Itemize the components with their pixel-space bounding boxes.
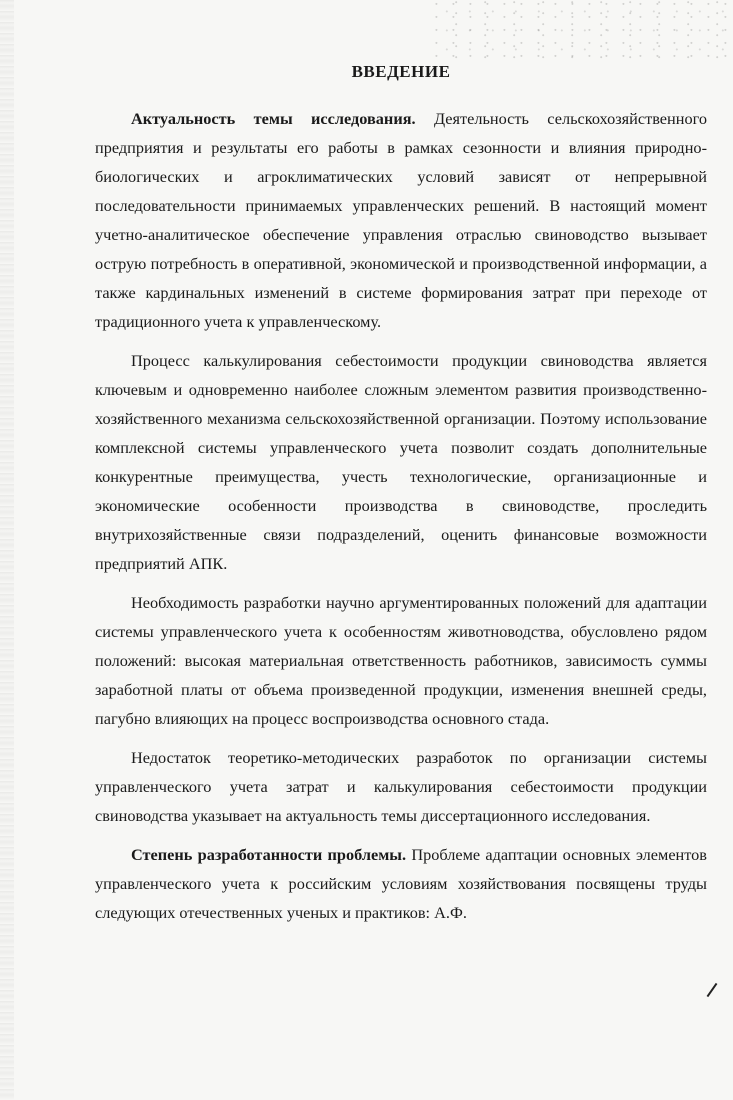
paragraph-lead: Актуальность темы исследования. [131,109,416,128]
pen-mark [707,983,718,997]
paragraph-text: Проблеме адаптации основных элементов управленческого учета к российским условиям хозяйствования посвящены труды следующих отечественных ученых и практиков: А.Ф. [95,845,707,922]
paragraph-costing [95,346,707,578]
paragraph-lead: Степень разработанности проблемы. [131,845,407,864]
paragraph-relevance [95,104,707,336]
scan-edge-artifact [0,0,14,1100]
paragraph-necessity [95,588,707,733]
paragraph-text: Процесс калькулирования себестоимости продукции свиноводства является ключевым и одновременно наиболее сложным элементом развития производственно-хозяйственного механизма сельскохозяйственной организации. Поэтому использование комплексной системы управленческого учета позволит создать дополнительные конкурентные преимущества, учесть технологические, организационные и экономические особенности производства в свиноводстве, проследить внутрихозяйственные связи подразделений, оценить финансовые возможности предприятий АПК. [95,351,707,573]
paragraph-shortage [95,743,707,830]
paragraph-degree [95,840,707,927]
paragraph-text: Необходимость разработки научно аргументированных положений для адаптации системы управленческого учета к особенностям животноводства, обусловлено рядом положений: высокая материальная ответственность работников, зависимость суммы заработной платы от объема произведенной продукции, изменения внешней среды, пагубно влияющих на процесс воспроизводства основного стада. [95,593,707,728]
scan-noise-artifact [433,0,733,60]
paragraph-text: Недостаток теоретико-методических разработок по организации системы управленческого учета затрат и калькулирования себестоимости продукции свиноводства указывает на актуальность темы диссертационного исследования. [95,748,707,825]
document-title: ВВЕДЕНИЕ [351,62,451,81]
paragraph-text: Деятельность сельскохозяйственного предприятия и результаты его работы в рамках сезонности и влияния природно-биологических и агроклиматических условий зависят от непрерывной последовательности принимаемых управленческих решений. В настоящий момент учетно-аналитическое обеспечение управления отраслью свиноводство вызывает острую потребность в оперативной, экономической и производственной информации, а также кардинальных изменений в системе формирования затрат при переходе от традиционного учета к управленческому. [95,109,707,331]
document-page [95,62,707,937]
